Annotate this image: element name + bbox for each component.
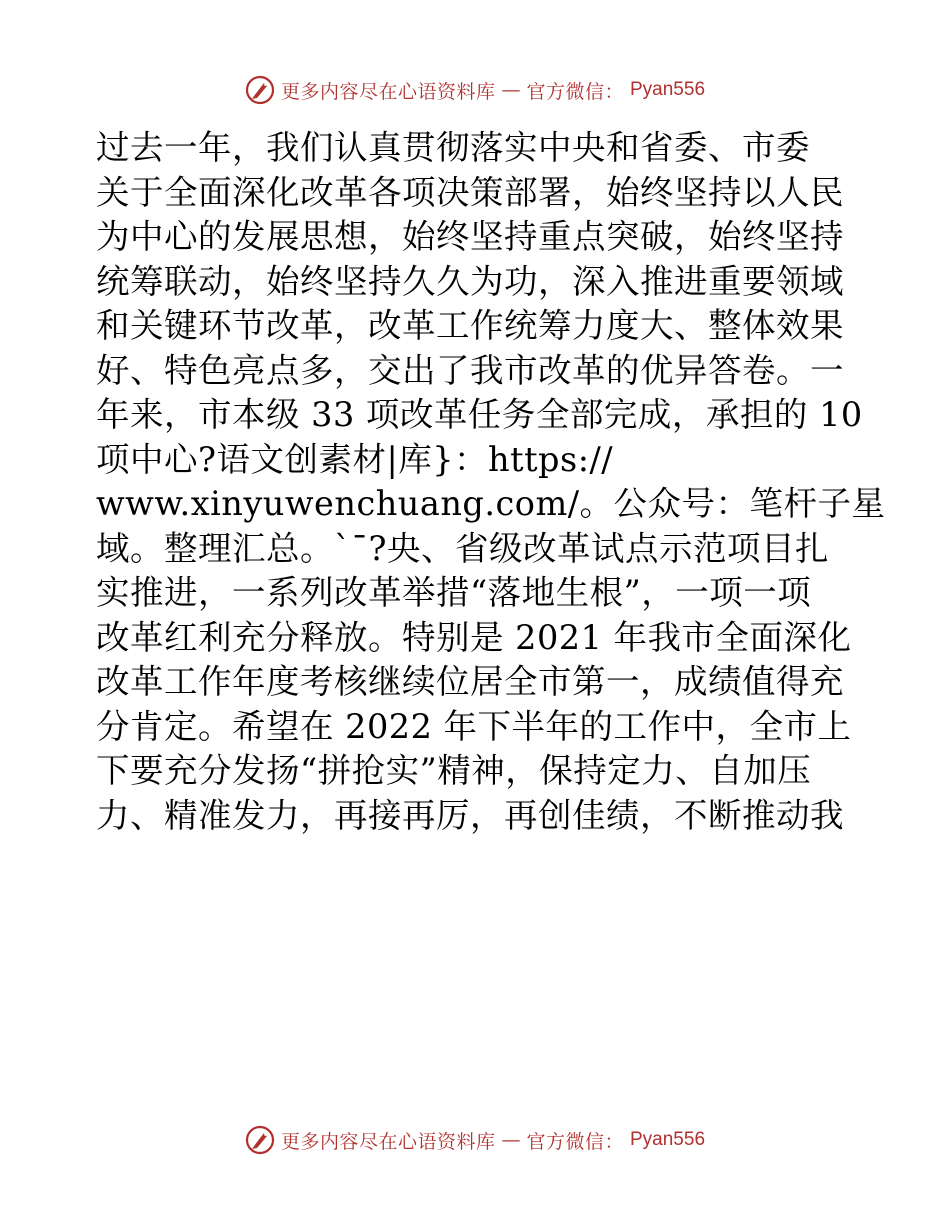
paragraph-line: 改革红利充分释放。特别是 2021 年我市全面深化	[96, 617, 852, 657]
paragraph-line: 和关键环节改革，改革工作统筹力度大、整体效果	[96, 306, 844, 345]
paragraph-line: 过去一年，我们认真贯彻落实中央和省委、市委	[96, 128, 810, 167]
paragraph-line: www.xinyuwenchuang.com/。公众号：笔杆子星	[96, 484, 886, 523]
paragraph-line: 下要充分发扬“拼抢实”精神，保持定力、自加压	[96, 751, 812, 790]
header-watermark	[0, 72, 950, 108]
paragraph-line: 好、特色亮点多，交出了我市改革的优异答卷。一	[96, 350, 844, 390]
paragraph-line: 改革工作年度考核继续位居全市第一，成绩值得充	[96, 662, 844, 701]
paragraph-line: 为中心的发展思想，始终坚持重点突破，始终坚持	[96, 217, 844, 256]
watermark-label: 更多内容尽在心语资料库	[280, 1130, 496, 1153]
paragraph-line: 统筹联动，始终坚持久久为功，深入推进重要领域	[96, 261, 844, 301]
paragraph-line: 关于全面深化改革各项决策部署，始终坚持以人民	[96, 172, 844, 212]
paragraph-line: 域。整理汇总。`¯?央、省级改革试点示范项目扎	[96, 528, 829, 568]
footer-watermark	[0, 1122, 950, 1158]
watermark-label: 更多内容尽在心语资料库	[280, 80, 496, 103]
watermark-dash: —	[501, 79, 521, 101]
pen-nib-logo-icon	[245, 75, 275, 105]
paragraph-line: 分肯定。希望在 2022 年下半年的工作中，全市上	[96, 706, 852, 746]
body-paragraph	[96, 126, 886, 838]
watermark-account-label: 官方微信：	[526, 1130, 624, 1153]
paragraph-line: 力、精准发力，再接再厉，再创佳绩，不断推动我	[96, 795, 844, 835]
watermark-account: Pyan556	[630, 1129, 706, 1150]
pen-nib-logo-icon	[245, 1125, 275, 1155]
paragraph-line: 年来，市本级 33 项改革任务全部完成，承担的 10	[96, 395, 863, 434]
watermark-account-label: 官方微信：	[526, 80, 624, 103]
watermark-dash: —	[501, 1129, 521, 1151]
paragraph-line: 项中心?语文创素材|库}：https://	[96, 439, 614, 479]
watermark-account: Pyan556	[630, 79, 706, 100]
paragraph-line: 实推进，一系列改革举措“落地生根”，一项一项	[96, 573, 812, 612]
